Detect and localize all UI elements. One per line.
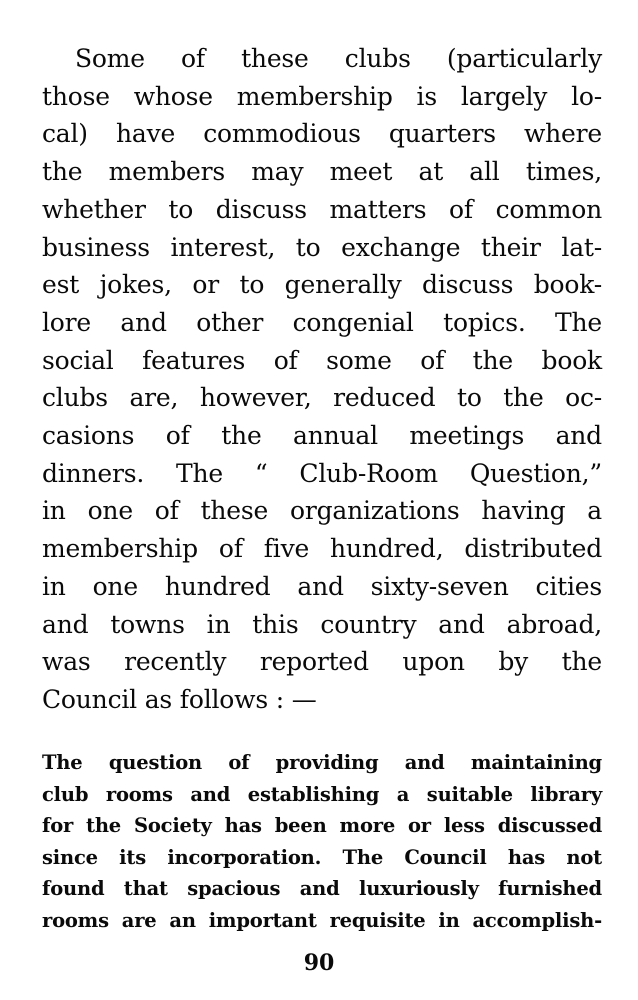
body-line: and towns in this country and abroad, bbox=[42, 609, 602, 639]
body-line: in one of these organizations having a bbox=[42, 496, 602, 526]
quote-line: The question of providing and maintaining bbox=[42, 751, 602, 774]
page-number: 90 bbox=[303, 950, 335, 976]
body-line: in one hundred and sixty-seven cities bbox=[42, 571, 602, 601]
body-line: dinners. The “ Club-Room Question,” bbox=[42, 458, 602, 488]
block-quote bbox=[42, 747, 602, 936]
body-line: casions of the annual meetings and bbox=[42, 421, 602, 451]
body-line: est jokes, or to generally discuss book- bbox=[42, 270, 602, 300]
quote-line: since its incorporation. The Council has not bbox=[42, 845, 602, 869]
body-line: cal) have commodious quarters where bbox=[42, 119, 602, 149]
quote-line: rooms are an important requisite in accomplish- bbox=[42, 908, 602, 932]
body-line: Some of these clubs (particularly bbox=[75, 44, 602, 73]
body-line: lore and other congenial topics. The bbox=[42, 307, 602, 337]
quote-line: club rooms and establishing a suitable library bbox=[42, 782, 602, 806]
body-line: membership of five hundred, distributed bbox=[42, 534, 602, 564]
body-line: business interest, to exchange their lat- bbox=[42, 232, 602, 262]
body-line: clubs are, however, reduced to the oc- bbox=[42, 383, 602, 413]
quote-line: for the Society has been more or less discussed bbox=[42, 814, 602, 837]
page-content bbox=[42, 40, 602, 932]
body-line: social features of some of the book bbox=[42, 345, 602, 375]
body-paragraph bbox=[42, 40, 602, 719]
body-line: those whose membership is largely lo- bbox=[42, 81, 602, 111]
body-line: the members may meet at all times, bbox=[42, 157, 602, 187]
quote-line: found that spacious and luxuriously furnished bbox=[42, 877, 602, 900]
body-line: whether to discuss matters of common bbox=[42, 194, 602, 224]
body-line: was recently reported upon by the bbox=[42, 647, 602, 677]
body-line: Council as follows : — bbox=[42, 684, 317, 714]
